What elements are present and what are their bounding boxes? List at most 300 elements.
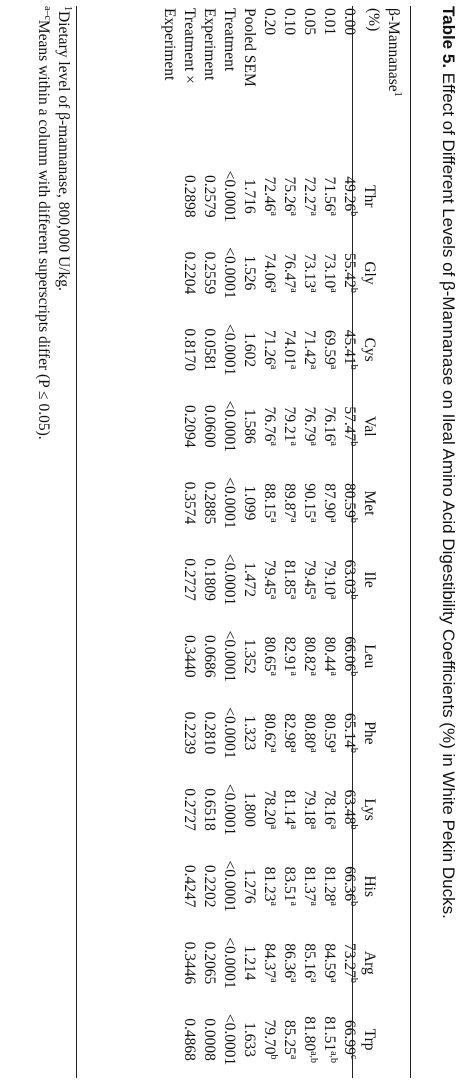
table-cell [299, 235, 319, 312]
cell-superscript: a [288, 901, 299, 906]
table-cell [239, 311, 259, 388]
cell-value: 1.716 [241, 178, 258, 214]
cell-superscript: a [308, 288, 319, 293]
column-header: Val [361, 415, 378, 437]
table-cell [339, 695, 359, 772]
table-row [239, 6, 259, 1078]
table-cell [299, 771, 319, 848]
cell-superscript: a [268, 441, 279, 446]
table-row [339, 6, 359, 1078]
table-cell [219, 235, 239, 312]
cell-value: 0.8170 [181, 328, 198, 371]
cell-superscript: a [328, 901, 339, 906]
cell-superscript: a [288, 364, 299, 370]
table-cell [279, 541, 299, 618]
table-cell [199, 541, 219, 618]
table-cell [199, 925, 219, 1002]
cell-superscript: b [348, 211, 359, 217]
table-cell [239, 388, 259, 465]
cell-value: 81.85 [281, 559, 298, 595]
cell-value: <0.0001 [221, 323, 238, 376]
cell-value: 81.51 [321, 1016, 338, 1052]
table-cell [239, 158, 259, 235]
row-label: Treatment [221, 8, 238, 72]
table-row [159, 6, 179, 1078]
cell-value: <0.0001 [221, 553, 238, 606]
table-cell [179, 158, 199, 235]
table-cell [259, 925, 279, 1002]
table-cell [219, 695, 239, 772]
cell-superscript: a [308, 364, 319, 370]
table-cell [319, 771, 339, 848]
cell-value: 0.2559 [201, 251, 218, 295]
cell-value: <0.0001 [221, 170, 238, 223]
cell-value: 49.26 [341, 176, 358, 212]
table-cell [179, 848, 199, 925]
table-cell [179, 925, 199, 1002]
cell-value: 80.82 [301, 636, 318, 672]
cell-superscript: a [268, 901, 279, 906]
cell-value: 57.47 [341, 406, 358, 442]
table-cell [219, 925, 239, 1002]
caption-label: Table 5. [439, 6, 458, 69]
cell-value: 82.91 [281, 636, 298, 672]
row-label: 0.20 [261, 8, 278, 36]
table-cell [299, 541, 319, 618]
table-cell [239, 235, 259, 312]
table-row [259, 6, 279, 1078]
cell-superscript: a [288, 288, 299, 293]
cell-superscript: a [328, 671, 339, 676]
column-header: Lys [361, 798, 378, 821]
cell-value: 76.79 [301, 406, 318, 442]
table-cell [259, 465, 279, 542]
cell-value: 87.90 [321, 483, 338, 519]
cell-value: 71.42 [301, 329, 318, 365]
cell-superscript: c [348, 1054, 359, 1060]
cell-superscript: b [348, 747, 359, 753]
cell-value: 65.14 [341, 712, 358, 748]
table-row [299, 6, 319, 1078]
table-cell [279, 695, 299, 772]
cell-value: 84.59 [321, 943, 338, 979]
table-cell [339, 158, 359, 235]
cell-value: 88.15 [261, 483, 278, 519]
header-rule [352, 6, 353, 1078]
cell-value: 63.03 [341, 559, 358, 595]
table-cell [259, 848, 279, 925]
cell-value: 81.80 [301, 1016, 318, 1052]
footnote-text: Dietary level of β-mannanase, 800,000 U/kg. [55, 11, 72, 291]
table-cell [259, 311, 279, 388]
table-cell [319, 158, 339, 235]
table-cell [339, 771, 359, 848]
cell-value: 0.2202 [201, 864, 218, 908]
cell-value: 69.59 [321, 329, 338, 365]
table-cell [179, 1001, 199, 1078]
table-cell [199, 311, 219, 388]
cell-value: 73.27 [341, 942, 358, 978]
table-caption [437, 6, 459, 1066]
cell-value: 1.586 [241, 408, 258, 444]
cell-superscript: a [308, 901, 319, 906]
row-label: 0.00 [341, 8, 358, 36]
cell-value: 1.800 [241, 792, 258, 828]
cell-superscript: a [288, 1054, 299, 1060]
cell-value: 79.18 [301, 789, 318, 825]
cell-value: 71.56 [321, 176, 338, 212]
table-cell [319, 618, 339, 695]
table-cell [219, 541, 239, 618]
cell-superscript: a [288, 211, 299, 216]
table-cell [179, 388, 199, 465]
table-cell [299, 158, 319, 235]
row-header-label: β-Mannanase [385, 8, 402, 92]
table-cell [339, 235, 359, 312]
cell-superscript: b [348, 977, 359, 983]
cell-superscript: a [268, 518, 279, 523]
table-cell [219, 771, 239, 848]
cell-superscript: b [348, 901, 359, 907]
cell-value: 0.2204 [181, 251, 198, 295]
cell-value: 1.633 [241, 1022, 258, 1058]
caption-text: Effect of Different Levels of β-Mannanase on Ileal Amino Acid Digestibility Coefficients (%) in White Pekin Ducks. [439, 72, 458, 919]
table-cell [319, 311, 339, 388]
cell-value: 85.25 [281, 1019, 298, 1055]
table-cell [279, 158, 299, 235]
row-label: 0.05 [301, 8, 318, 36]
table-cell [199, 848, 219, 925]
cell-value: 79.70 [261, 1019, 278, 1055]
table-cell [299, 465, 319, 542]
cell-value: 1.472 [241, 562, 258, 598]
cell-value: 66.06 [341, 636, 358, 672]
table-cell [319, 465, 339, 542]
cell-superscript: b [348, 594, 359, 600]
cell-superscript: a [288, 978, 299, 983]
table-cell [199, 235, 219, 312]
cell-value: 78.16 [321, 789, 338, 825]
table-cell [259, 388, 279, 465]
cell-value: 0.4247 [181, 864, 198, 908]
table-cell [299, 311, 319, 388]
table-cell [239, 925, 259, 1002]
column-header: Trp [361, 1028, 378, 1051]
table-cell [259, 158, 279, 235]
cell-superscript: a [268, 824, 279, 830]
table-cell [279, 465, 299, 542]
cell-value: 80.59 [321, 713, 338, 749]
cell-value: 71.26 [261, 329, 278, 365]
cell-superscript: a [308, 211, 319, 216]
table-cell [299, 848, 319, 925]
table-cell [339, 388, 359, 465]
cell-value: 72.46 [261, 176, 278, 212]
table-cell [279, 771, 299, 848]
cell-superscript: b [268, 1054, 279, 1060]
cell-superscript: a [328, 978, 339, 983]
cell-superscript: a [268, 748, 279, 753]
table-cell [339, 311, 359, 388]
cell-superscript: a [268, 594, 279, 600]
cell-value: 45.41 [341, 329, 358, 365]
cell-superscript: a [308, 441, 319, 446]
row-label: 0.10 [281, 8, 298, 36]
table-cell [279, 1001, 299, 1078]
cell-superscript: a [288, 518, 299, 523]
cell-value: 0.6518 [201, 788, 218, 831]
row-header [359, 6, 403, 158]
cell-value: 1.323 [241, 715, 258, 751]
table-cell [259, 771, 279, 848]
cell-value: 1.352 [241, 638, 258, 674]
cell-value: 0.0686 [201, 634, 218, 678]
table-cell [339, 1001, 359, 1078]
table-cell [199, 618, 219, 695]
cell-value: 0.0008 [201, 1018, 218, 1061]
cell-value: 0.3446 [181, 941, 198, 985]
row-label: Experiment [201, 8, 218, 81]
table-body [159, 6, 359, 1078]
cell-value: 89.87 [281, 483, 298, 519]
cell-value: 76.47 [281, 253, 298, 289]
table-cell [199, 465, 219, 542]
table-cell [319, 848, 339, 925]
cell-value: 0.2885 [201, 481, 218, 525]
cell-superscript: a [308, 748, 319, 753]
cell-value: 79.45 [261, 559, 278, 595]
table-cell [279, 925, 299, 1002]
table-cell [179, 771, 199, 848]
cell-value: 0.2898 [181, 175, 198, 218]
cell-superscript: a [328, 288, 339, 293]
cell-value: 82.98 [281, 713, 298, 749]
cell-superscript: a [268, 211, 279, 216]
table-row [199, 6, 219, 1078]
table-cell [259, 618, 279, 695]
row-label: Pooled SEM [241, 8, 258, 87]
cell-value: <0.0001 [221, 860, 238, 912]
row-header-unit: (%) [365, 8, 382, 32]
cell-value: 0.2579 [201, 175, 218, 218]
table-cell [199, 771, 219, 848]
row-label: Treatment × [181, 8, 198, 84]
table-cell [299, 925, 319, 1002]
cell-value: 83.51 [281, 866, 298, 902]
column-header: Gly [361, 261, 378, 285]
cell-value: 79.45 [301, 559, 318, 595]
table-cell [339, 541, 359, 618]
column-header: Met [361, 490, 378, 516]
cell-value: 1.526 [241, 255, 258, 291]
table-cell [279, 618, 299, 695]
table-cell [319, 695, 339, 772]
cell-superscript: a [268, 364, 279, 370]
row-label: Experiment [161, 8, 178, 81]
footnote-2 [33, 6, 53, 440]
cell-value: <0.0001 [221, 1013, 238, 1066]
table-cell [299, 1001, 319, 1078]
bottom-rule [76, 6, 77, 1078]
column-header: His [361, 875, 378, 897]
data-table [159, 6, 403, 1078]
column-header: Cys [361, 337, 378, 362]
cell-superscript: a [308, 824, 319, 830]
cell-superscript: b [348, 364, 359, 370]
cell-value: 1.602 [241, 332, 258, 368]
cell-value: 81.23 [261, 866, 278, 902]
cell-value: 74.06 [261, 253, 278, 289]
cell-superscript: a [308, 978, 319, 983]
cell-value: <0.0001 [221, 707, 238, 759]
table-cell [279, 848, 299, 925]
table-cell [339, 925, 359, 1002]
column-header: Leu [361, 644, 378, 669]
table-cell [179, 618, 199, 695]
table-cell [199, 158, 219, 235]
table-cell [179, 311, 199, 388]
table-cell [299, 695, 319, 772]
table-cell [279, 388, 299, 465]
cell-value: 74.01 [281, 329, 298, 365]
cell-value: 0.3574 [181, 481, 198, 525]
table-row [279, 6, 299, 1078]
cell-superscript: a [288, 441, 299, 446]
cell-superscript: a [288, 671, 299, 676]
cell-superscript: a [288, 594, 299, 600]
cell-superscript: a [328, 824, 339, 830]
table-cell [239, 695, 259, 772]
column-header: Arg [361, 950, 378, 975]
cell-value: <0.0001 [221, 247, 238, 299]
cell-value: 0.0600 [201, 404, 218, 448]
row-header-footnote-mark: 1 [392, 91, 403, 97]
table-cell [199, 388, 219, 465]
cell-value: 75.26 [281, 176, 298, 212]
cell-superscript: a [288, 748, 299, 753]
cell-superscript: b [348, 824, 359, 830]
cell-superscript: a [328, 594, 339, 600]
cell-value: 80.44 [321, 636, 338, 672]
cell-value: 81.14 [281, 789, 298, 825]
cell-value: 85.16 [301, 943, 318, 979]
table-cell [179, 541, 199, 618]
cell-value: 79.21 [281, 406, 298, 442]
cell-superscript: a [288, 824, 299, 830]
column-header: Thr [361, 185, 378, 208]
table-cell [319, 925, 339, 1002]
cell-superscript: a [328, 441, 339, 446]
table-cell [239, 771, 259, 848]
cell-value: 76.16 [321, 406, 338, 442]
cell-value: 0.2727 [181, 558, 198, 601]
table-row [319, 6, 339, 1078]
cell-superscript: a [308, 518, 319, 523]
table-cell [339, 848, 359, 925]
footnote-mark: a–c [42, 6, 53, 20]
cell-superscript: b [348, 671, 359, 677]
header-row [359, 6, 403, 1078]
cell-value: 76.76 [261, 406, 278, 442]
footnote-1 [53, 6, 73, 440]
table-cell [239, 465, 259, 542]
cell-value: 90.15 [301, 483, 318, 519]
table-cell [339, 465, 359, 542]
footnote-mark: 1 [62, 6, 73, 11]
cell-value: 80.80 [301, 713, 318, 749]
cell-superscript: a,b [328, 1051, 339, 1064]
table-cell [219, 311, 239, 388]
cell-superscript: a [328, 748, 339, 753]
cell-value: 81.37 [301, 866, 318, 902]
cell-value: 73.13 [301, 253, 318, 289]
table-cell [219, 618, 239, 695]
cell-value: 0.2094 [181, 404, 198, 448]
cell-value: 79.10 [321, 559, 338, 595]
table-row [179, 6, 199, 1078]
table-row [219, 6, 239, 1078]
table-cell [319, 388, 339, 465]
cell-superscript: a [268, 671, 279, 676]
footnote-text: Means within a column with different superscripts differ (P ≤ 0.05). [35, 19, 52, 440]
cell-value: 0.3440 [181, 634, 198, 678]
table-cell [179, 695, 199, 772]
table-cell [199, 695, 219, 772]
cell-superscript: b [348, 441, 359, 447]
table-cell [259, 541, 279, 618]
table-cell [179, 465, 199, 542]
cell-superscript: b [348, 517, 359, 523]
cell-value: 86.36 [281, 943, 298, 979]
table-cell [219, 848, 239, 925]
table-cell [239, 848, 259, 925]
cell-value: 84.37 [261, 943, 278, 979]
cell-value: 66.99 [341, 1019, 358, 1055]
cell-superscript: a [328, 518, 339, 523]
table-cell [339, 618, 359, 695]
row-label: 0.01 [321, 8, 338, 36]
cell-value: 1.099 [241, 485, 258, 521]
cell-value: <0.0001 [221, 630, 238, 682]
table-cell [319, 541, 339, 618]
cell-superscript: a,b [308, 1051, 319, 1064]
table-cell [279, 235, 299, 312]
table-cell [279, 311, 299, 388]
cell-value: 1.214 [241, 945, 258, 981]
cell-superscript: a [328, 211, 339, 216]
table-cell [219, 388, 239, 465]
table-cell [319, 1001, 339, 1078]
table-cell [239, 618, 259, 695]
cell-value: 78.20 [261, 789, 278, 825]
table-cell [299, 618, 319, 695]
table-cell [259, 235, 279, 312]
cell-value: 0.2727 [181, 788, 198, 831]
table-cell [179, 235, 199, 312]
cell-value: 81.28 [321, 866, 338, 902]
cell-value: 0.2239 [181, 711, 198, 755]
table-cell [239, 1001, 259, 1078]
table-cell [219, 158, 239, 235]
table-cell [259, 695, 279, 772]
cell-value: 0.4868 [181, 1018, 198, 1061]
cell-superscript: a [308, 594, 319, 600]
table-cell [239, 541, 259, 618]
column-header: Phe [361, 721, 378, 745]
cell-value: <0.0001 [221, 937, 238, 989]
top-rule [410, 6, 411, 1078]
cell-value: 0.1809 [201, 558, 218, 601]
